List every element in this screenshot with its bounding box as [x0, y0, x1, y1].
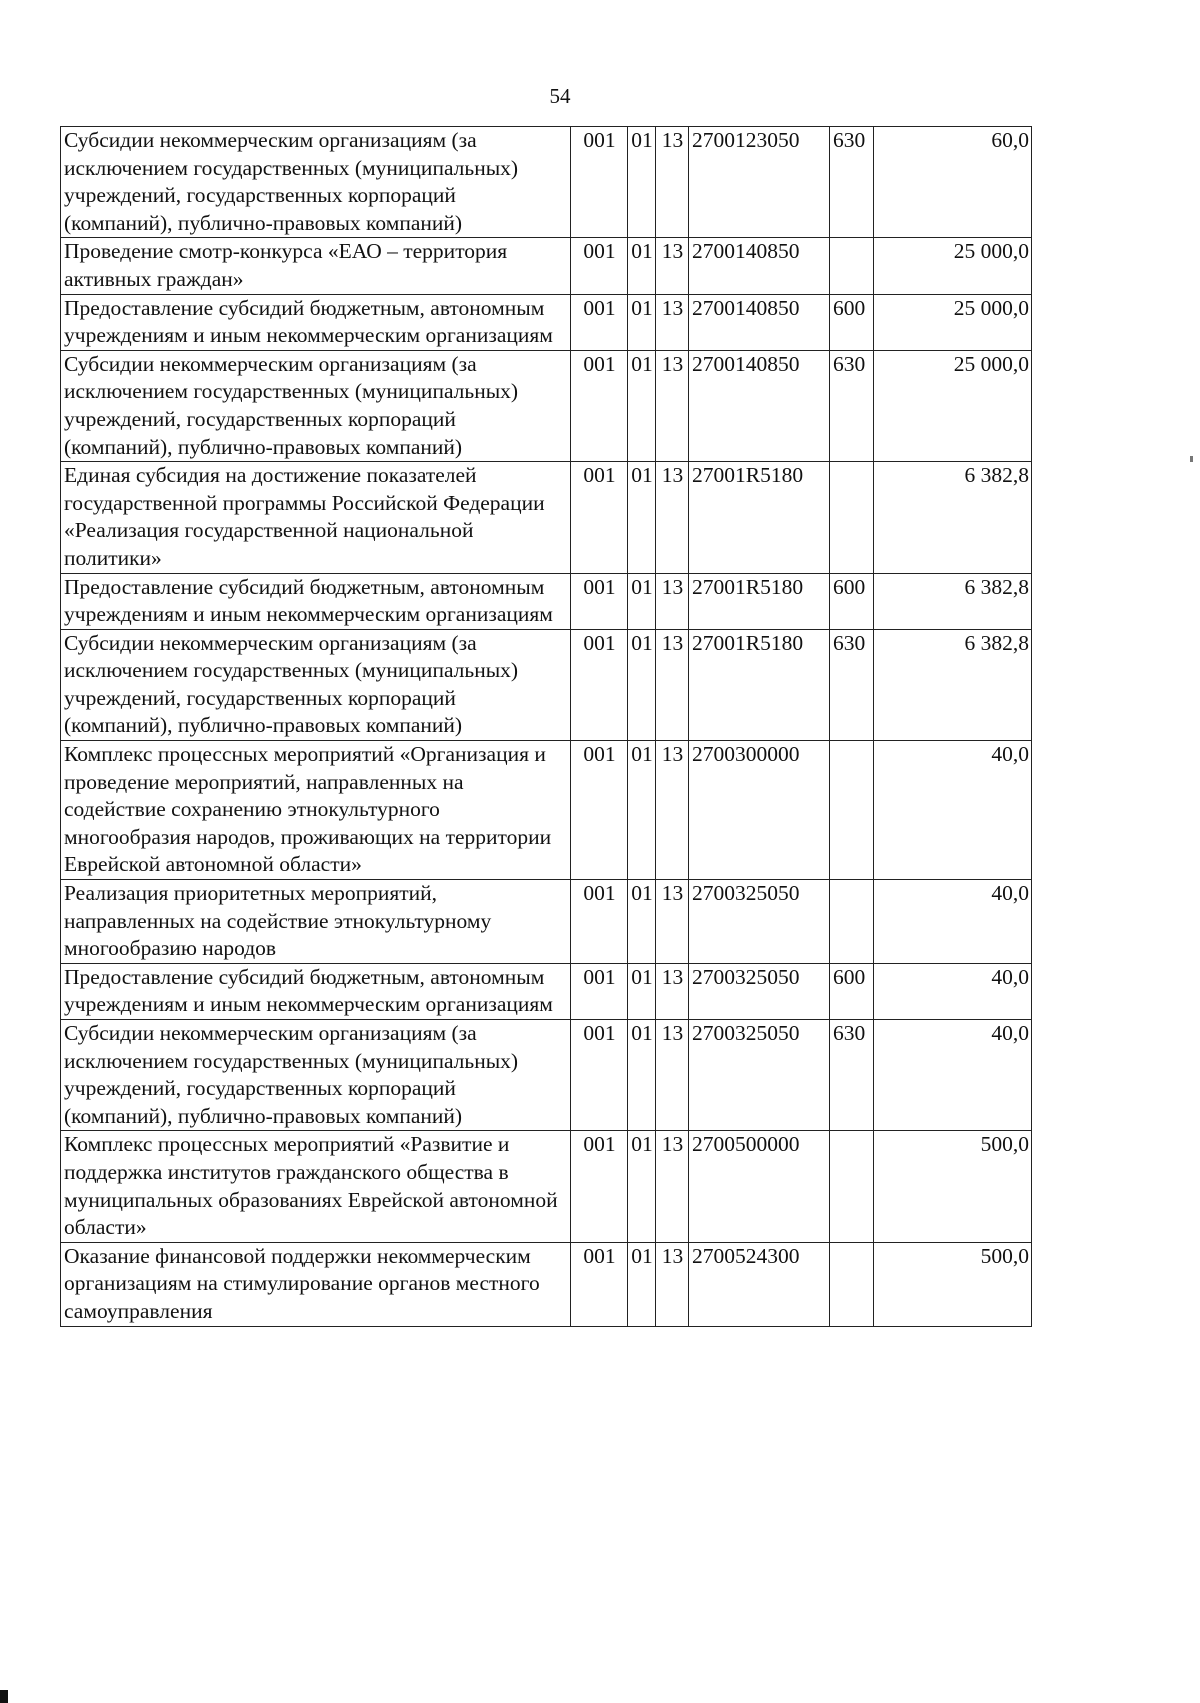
subsection-code-cell: 13	[656, 1131, 689, 1242]
subsection-code-cell: 13	[656, 350, 689, 461]
subsection-code-cell: 13	[656, 629, 689, 740]
section-code-cell: 01	[628, 880, 656, 964]
subsection-code-cell: 13	[656, 294, 689, 350]
row-name-cell: Комплекс процессных мероприятий «Организация и проведение мероприятий, направленных на содействие сохранению этнокультурного многообразия народов, проживающих на территории Еврейской автономной области»	[61, 741, 571, 880]
grbs-code-cell: 001	[571, 629, 628, 740]
row-name-cell: Субсидии некоммерческим организациям (за исключением государственных (муниципальных) учреждений, государственных корпораций (компаний), публично-правовых компаний)	[61, 629, 571, 740]
subsection-code-cell: 13	[656, 880, 689, 964]
target-article-cell: 2700500000	[689, 1131, 830, 1242]
row-name-cell: Комплекс процессных мероприятий «Развитие и поддержка институтов гражданского общества в муниципальных образованиях Еврейской автономной области»	[61, 1131, 571, 1242]
expense-type-cell	[830, 880, 874, 964]
amount-cell: 500,0	[874, 1242, 1032, 1326]
section-code-cell: 01	[628, 963, 656, 1019]
section-code-cell: 01	[628, 350, 656, 461]
target-article-cell: 2700123050	[689, 127, 830, 238]
grbs-code-cell: 001	[571, 294, 628, 350]
budget-table	[60, 126, 1032, 1327]
row-name-cell: Субсидии некоммерческим организациям (за исключением государственных (муниципальных) учреждений, государственных корпораций (компаний), публично-правовых компаний)	[61, 1020, 571, 1131]
grbs-code-cell: 001	[571, 880, 628, 964]
table-row	[61, 350, 1032, 461]
amount-cell: 25 000,0	[874, 294, 1032, 350]
amount-cell: 40,0	[874, 1020, 1032, 1131]
target-article-cell: 2700140850	[689, 238, 830, 294]
scan-speck	[1190, 456, 1193, 462]
row-name-cell: Субсидии некоммерческим организациям (за исключением государственных (муниципальных) учреждений, государственных корпораций (компаний), публично-правовых компаний)	[61, 350, 571, 461]
amount-cell: 6 382,8	[874, 462, 1032, 573]
expense-type-cell	[830, 1131, 874, 1242]
table-row	[61, 462, 1032, 573]
section-code-cell: 01	[628, 238, 656, 294]
amount-cell: 40,0	[874, 880, 1032, 964]
target-article-cell: 2700524300	[689, 1242, 830, 1326]
expense-type-cell	[830, 238, 874, 294]
subsection-code-cell: 13	[656, 127, 689, 238]
target-article-cell: 2700325050	[689, 963, 830, 1019]
amount-cell: 25 000,0	[874, 350, 1032, 461]
expense-type-cell: 630	[830, 127, 874, 238]
expense-type-cell: 630	[830, 1020, 874, 1131]
table-row	[61, 1242, 1032, 1326]
target-article-cell: 2700140850	[689, 294, 830, 350]
expense-type-cell: 600	[830, 573, 874, 629]
expense-type-cell: 630	[830, 629, 874, 740]
amount-cell: 40,0	[874, 963, 1032, 1019]
target-article-cell: 2700325050	[689, 1020, 830, 1131]
section-code-cell: 01	[628, 573, 656, 629]
table-row	[61, 573, 1032, 629]
section-code-cell: 01	[628, 741, 656, 880]
scan-corner-mark	[0, 1690, 8, 1703]
amount-cell: 60,0	[874, 127, 1032, 238]
section-code-cell: 01	[628, 462, 656, 573]
expense-type-cell	[830, 462, 874, 573]
subsection-code-cell: 13	[656, 1020, 689, 1131]
table-row	[61, 1020, 1032, 1131]
amount-cell: 6 382,8	[874, 573, 1032, 629]
section-code-cell: 01	[628, 629, 656, 740]
grbs-code-cell: 001	[571, 462, 628, 573]
grbs-code-cell: 001	[571, 741, 628, 880]
table-row	[61, 741, 1032, 880]
table-row	[61, 294, 1032, 350]
grbs-code-cell: 001	[571, 1131, 628, 1242]
grbs-code-cell: 001	[571, 238, 628, 294]
expense-type-cell	[830, 1242, 874, 1326]
target-article-cell: 27001R5180	[689, 462, 830, 573]
subsection-code-cell: 13	[656, 1242, 689, 1326]
section-code-cell: 01	[628, 1131, 656, 1242]
grbs-code-cell: 001	[571, 963, 628, 1019]
subsection-code-cell: 13	[656, 963, 689, 1019]
target-article-cell: 2700325050	[689, 880, 830, 964]
amount-cell: 6 382,8	[874, 629, 1032, 740]
row-name-cell: Субсидии некоммерческим организациям (за исключением государственных (муниципальных) учреждений, государственных корпораций (компаний), публично-правовых компаний)	[61, 127, 571, 238]
subsection-code-cell: 13	[656, 573, 689, 629]
amount-cell: 25 000,0	[874, 238, 1032, 294]
amount-cell: 500,0	[874, 1131, 1032, 1242]
grbs-code-cell: 001	[571, 350, 628, 461]
table-row	[61, 238, 1032, 294]
target-article-cell: 2700140850	[689, 350, 830, 461]
section-code-cell: 01	[628, 1020, 656, 1131]
table-row	[61, 880, 1032, 964]
target-article-cell: 2700300000	[689, 741, 830, 880]
grbs-code-cell: 001	[571, 127, 628, 238]
table-row	[61, 963, 1032, 1019]
grbs-code-cell: 001	[571, 1020, 628, 1131]
table-row	[61, 1131, 1032, 1242]
expense-type-cell: 630	[830, 350, 874, 461]
page-number: 54	[549, 84, 571, 108]
grbs-code-cell: 001	[571, 573, 628, 629]
row-name-cell: Предоставление субсидий бюджетным, автономным учреждениям и иным некоммерческим организациям	[61, 294, 571, 350]
table-row	[61, 127, 1032, 238]
target-article-cell: 27001R5180	[689, 573, 830, 629]
section-code-cell: 01	[628, 1242, 656, 1326]
expense-type-cell	[830, 741, 874, 880]
expense-type-cell: 600	[830, 294, 874, 350]
target-article-cell: 27001R5180	[689, 629, 830, 740]
grbs-code-cell: 001	[571, 1242, 628, 1326]
section-code-cell: 01	[628, 127, 656, 238]
row-name-cell: Единая субсидия на достижение показателей государственной программы Российской Федерации «Реализация государственной национальной политики»	[61, 462, 571, 573]
subsection-code-cell: 13	[656, 741, 689, 880]
budget-table-body	[61, 127, 1032, 1327]
row-name-cell: Проведение смотр-конкурса «ЕАО – территория активных граждан»	[61, 238, 571, 294]
row-name-cell: Оказание финансовой поддержки некоммерческим организациям на стимулирование органов местного самоуправления	[61, 1242, 571, 1326]
amount-cell: 40,0	[874, 741, 1032, 880]
subsection-code-cell: 13	[656, 238, 689, 294]
row-name-cell: Предоставление субсидий бюджетным, автономным учреждениям и иным некоммерческим организациям	[61, 963, 571, 1019]
row-name-cell: Реализация приоритетных мероприятий, направленных на содействие этнокультурному многообразию народов	[61, 880, 571, 964]
expense-type-cell: 600	[830, 963, 874, 1019]
table-row	[61, 629, 1032, 740]
subsection-code-cell: 13	[656, 462, 689, 573]
section-code-cell: 01	[628, 294, 656, 350]
row-name-cell: Предоставление субсидий бюджетным, автономным учреждениям и иным некоммерческим организациям	[61, 573, 571, 629]
